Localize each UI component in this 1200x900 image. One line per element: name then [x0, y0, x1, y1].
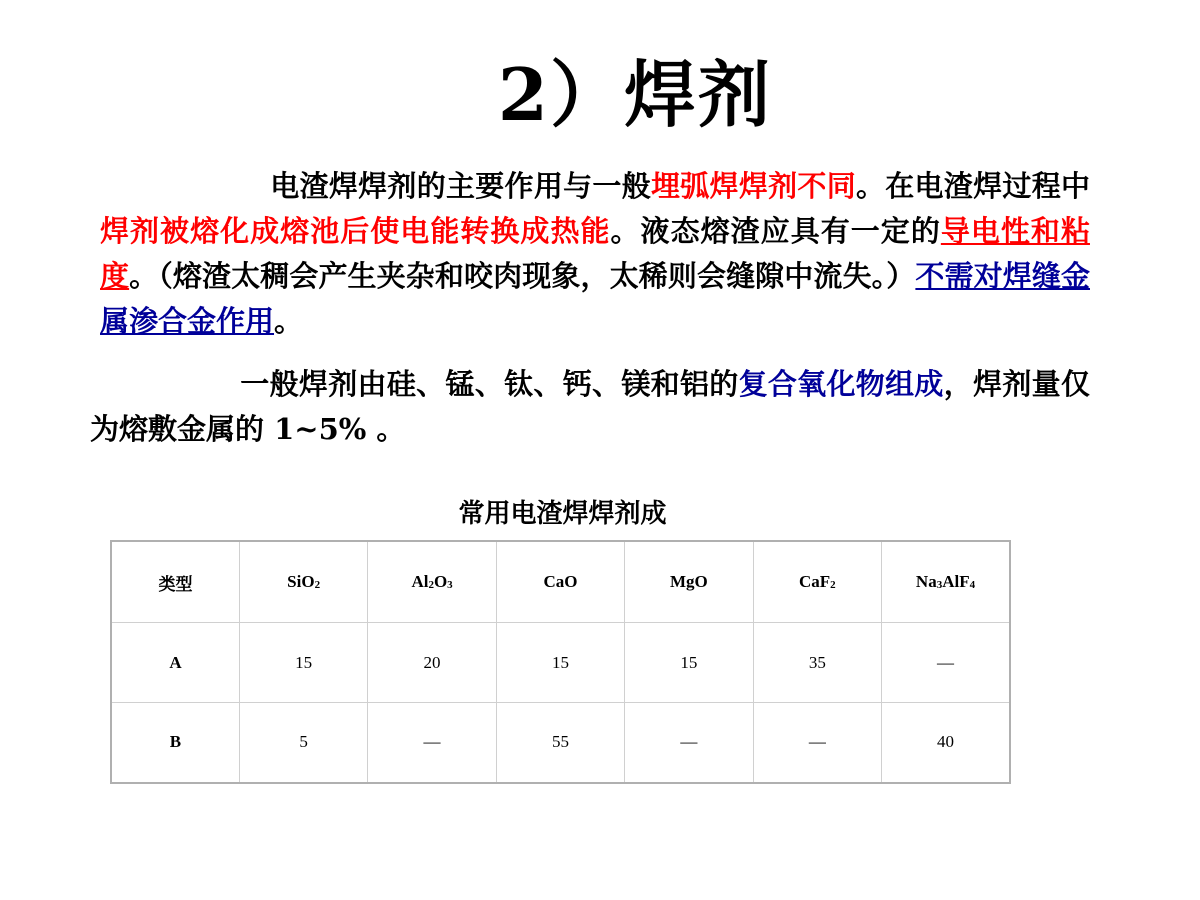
table-header-row: [111, 541, 1010, 623]
p1-text-3: 。液态熔渣应具有一定的: [610, 214, 941, 248]
title-number: 2: [497, 52, 551, 137]
p1-text-1: 电渣焊焊剂的主要作用与一般: [270, 169, 651, 203]
p1-text-4: 。（熔渣太稠会产生夹杂和咬肉现象，太稀则会缝隙中流失。）: [129, 259, 916, 293]
p1-highlight-submerged-arc: 埋弧焊焊剂不同: [650, 169, 856, 203]
cell-cao: 55: [496, 703, 624, 783]
header-na3alf4: $Na_3AlF_4$: [882, 541, 1010, 623]
table-row: [111, 703, 1010, 783]
header-caf2: CaF$_2$: [753, 541, 881, 623]
p1-link-no-alloying[interactable]: 不需对焊缝金属渗合金作用: [100, 259, 1090, 338]
header-type: 类型: [111, 541, 239, 623]
cell-caf2: 35: [753, 623, 881, 703]
title-text: 焊剂: [624, 52, 773, 137]
header-al2o3: $Al_2O_3$: [368, 541, 496, 623]
cell-mgo: 15: [625, 623, 753, 703]
cell-caf2: —: [753, 703, 881, 783]
cell-cao: 15: [496, 623, 624, 703]
p1-text-5: 。: [274, 304, 304, 338]
cell-na3alf4: 40: [882, 703, 1010, 783]
cell-na3alf4: —: [882, 623, 1010, 703]
row-label: A: [111, 623, 239, 703]
slide-title: [0, 52, 1200, 138]
p2-text-1: 一般焊剂由硅、锰、钛、钙、镁和铝的: [240, 367, 739, 401]
cell-al2o3: 20: [368, 623, 496, 703]
header-sio2: SiO$_2$: [239, 541, 367, 623]
p1-text-2: 。在电渣焊过程中: [855, 169, 1090, 203]
paragraph-flux-function: [100, 164, 1090, 344]
cell-sio2: 15: [239, 623, 367, 703]
cell-sio2: 5: [239, 703, 367, 783]
cell-al2o3: —: [368, 703, 496, 783]
title-paren: ）: [550, 52, 625, 137]
p1-highlight-conductivity-viscosity: 导电性和粘度: [100, 214, 1090, 293]
table-row: [111, 623, 1010, 703]
cell-mgo: —: [625, 703, 753, 783]
p2-highlight-oxides: 复合氧化物组成: [738, 367, 944, 401]
paragraph-flux-composition: [90, 362, 1090, 452]
header-cao: CaO: [496, 541, 624, 623]
header-mgo: MgO: [625, 541, 753, 623]
p2-text-2: ，焊剂量仅为熔敷金属的 1~5% 。: [90, 367, 1090, 446]
flux-composition-table: [110, 540, 1011, 784]
table-caption: 常用电渣焊焊剂成: [458, 499, 667, 529]
row-label: B: [111, 703, 239, 783]
p1-highlight-energy-conversion: 焊剂被熔化成熔池后使电能转换成热能: [100, 214, 611, 248]
